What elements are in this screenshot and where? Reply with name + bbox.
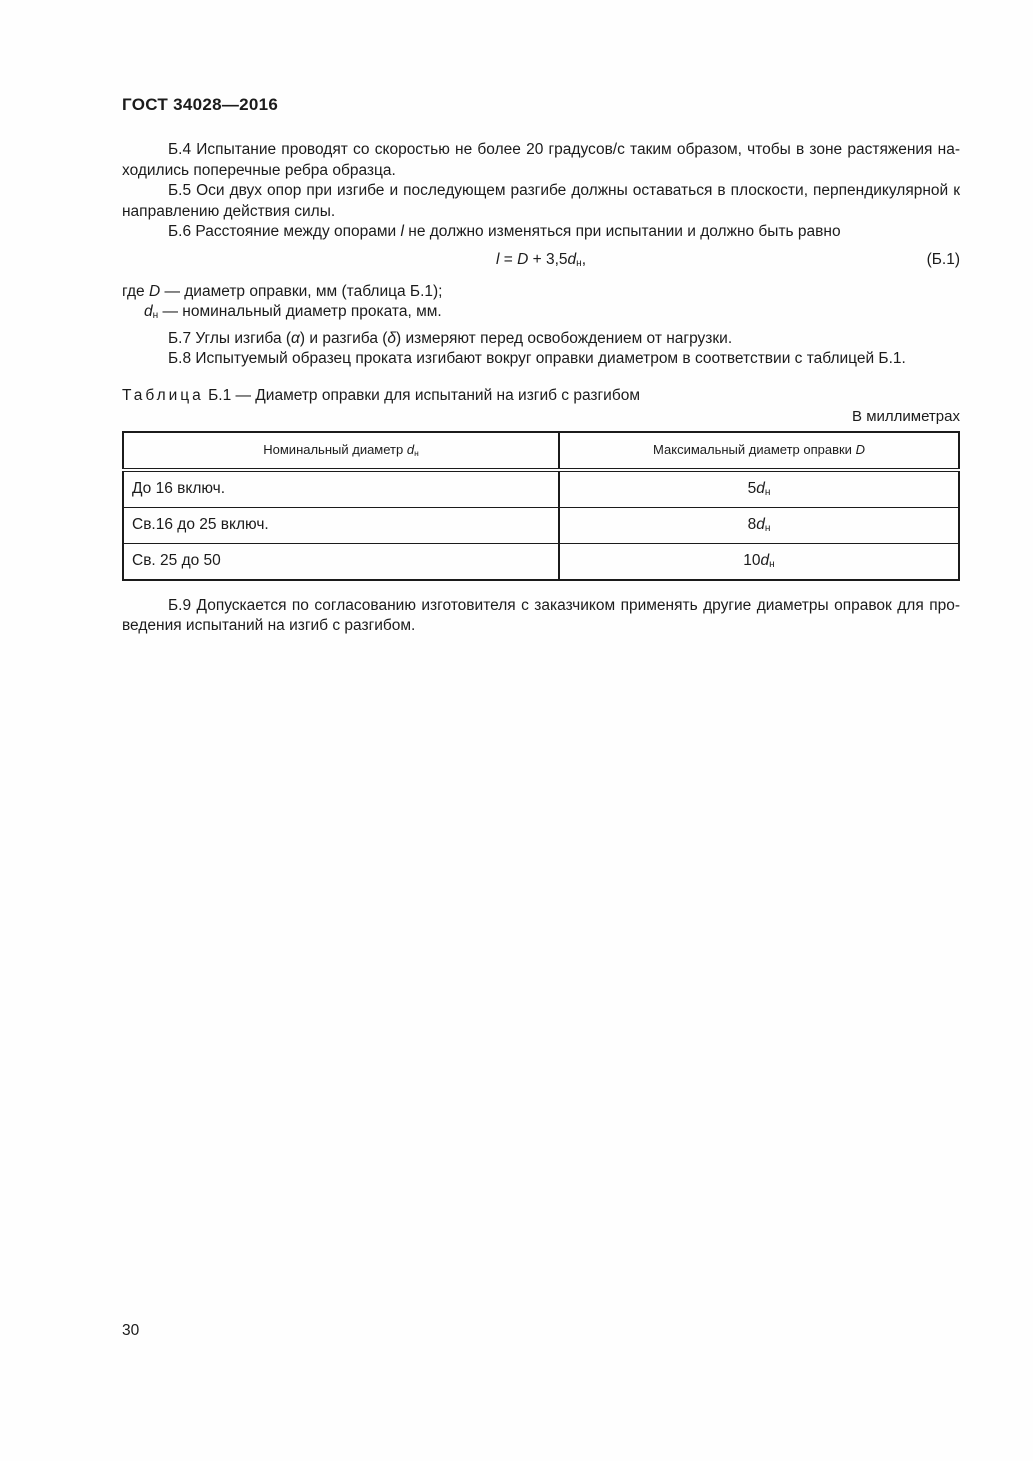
formula-number: (Б.1): [926, 250, 960, 268]
table-caption-text: Б.1 — Диаметр оправки для испытаний на изгиб с разгибом: [203, 386, 640, 404]
table-header-nominal-diameter: Номинальный диаметр $d_н$: [123, 432, 559, 470]
page-content: [122, 140, 960, 637]
table-header-row: [123, 432, 959, 470]
table-row: [123, 543, 959, 580]
table-units-label: В миллиметрах: [852, 408, 960, 425]
table-cell-value: $10d_н$: [559, 543, 959, 580]
table-b1: [122, 431, 960, 581]
table-cell-range: Св. 25 до 50: [123, 543, 559, 580]
table-row: [123, 507, 959, 543]
table-caption: [122, 386, 960, 407]
formula-legend-nominal-diameter: $d_н$ — номинальный диаметр проката, мм.: [144, 303, 442, 322]
paragraph-b6: Б.6 Расстояние между опорами l не должно изменяться при испытании и должно быть равно: [168, 223, 841, 240]
table-cell-value: $8d_н$: [559, 507, 959, 543]
table-cell-range: До 16 включ.: [123, 470, 559, 508]
table-cell-value: $5d_н$: [747, 479, 771, 498]
formula-expression: $l = D + 3,5d_н$,: [495, 250, 587, 269]
paragraph-b7: Б.7 Углы изгиба (α) и разгиба (δ) измеряют перед освобождением от нагрузки.: [168, 329, 733, 347]
table-b1-header: [123, 432, 959, 470]
page-header-standard-number: ГОСТ 34028—2016: [122, 95, 279, 114]
formula-row: [122, 250, 960, 272]
table-cell-range: Св.16 до 25 включ.: [123, 507, 559, 543]
paragraph-b5: Б.5 Оси двух опор при изгибе и последующем разгибе должны оставаться в плоскости, перпендикулярной к направлению действия силы.: [122, 182, 960, 220]
paragraph-b4: Б.4 Испытание проводят со скоростью не более 20 градусов/с таким образом, чтобы в зоне растяжения находились поперечные ребра образца.: [122, 141, 960, 179]
table-b1-body: [123, 470, 959, 580]
table-row: [123, 470, 959, 508]
page-number: 30: [122, 1322, 140, 1339]
table-caption-word: Таблица: [122, 386, 204, 404]
formula-legend-mandrel-diameter: где D — диаметр оправки, мм (таблица Б.1);: [122, 282, 443, 300]
table-header-max-mandrel-diameter: Максимальный диаметр оправки D: [559, 432, 959, 470]
paragraph-b9: Б.9 Допускается по согласованию изготовителя с заказчиком применять другие диаметры оправок для проведения испытаний на изгиб с разгибом.: [122, 596, 960, 634]
paragraph-b8: Б.8 Испытуемый образец проката изгибают вокруг оправки диаметром в соответствии с таблицей Б.1.: [168, 350, 906, 367]
